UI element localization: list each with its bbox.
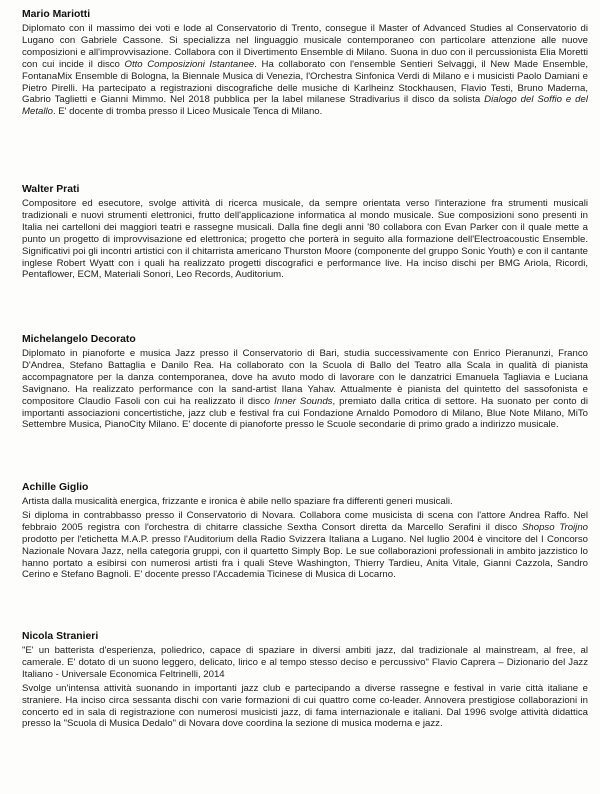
- text-run: Compositore ed esecutore, svolge attività di ricerca musicale, da sempre orientata verso l'interazione fra strumenti musicali tradizionali e nuovi strumenti elettronici, frutto dell'applicazione informatica al mondo musicale. Sue composizioni sono presenti in Italia nei cartelloni dei maggiori teatri e rassegne musicali. Dalla fine degli anni '80 collabora con Evan Parker con il quale mette a punto un progetto di improvvisazione ed elettronica; progetto che porterà in seguito alla formazione dell'Electroacoustic Ensemble. Significativi poi gli incontri artistici con il chitarrista americano Thurston Moore (componente del gruppo Sonic Youth) e con il cantante inglese Robert Wyatt con i quali ha realizzato progetti discografici e performance live. Ha inciso dischi per BMG Ariola, Ricordi, Pentaflower, ECM, Materiali Sonori, Leo Records, Auditorium.: [22, 198, 588, 281]
- italic-title: Inner Sounds: [274, 395, 333, 407]
- bio-name: Walter Prati: [22, 184, 80, 195]
- bio-body: [22, 198, 588, 281]
- bio-paragraph: [22, 348, 588, 431]
- bio-body: [22, 348, 588, 431]
- bio-michelangelo-decorato: [22, 333, 588, 431]
- text-run: prodotto per l'etichetta M.A.P. presso l'Auditorium della Radio Svizzera Italiana a Lugano. Nel luglio 2004 è vincitore del I Concorso Nazionale Novara Jazz, nella categoria gruppi, con il quartetto Simply Bop. Le sue collaborazioni professionali in ambito jazzistico lo hanno portato a esibirsi con numerosi artisti fra i quali Steve Washington, Thierry Tardieu, Anita Vitale, Gianni Cazzola, Sandro Cerino e Stefano Bagnoli. E' docente presso l'Accademia Ticinese di Musica di Locarno.: [22, 533, 588, 581]
- text-run: Artista dalla musicalità energica, frizzante e ironica è abile nello spaziare fra differenti generi musicali.: [22, 496, 453, 507]
- bio-paragraph: [22, 198, 588, 281]
- text-run: . E' docente di tromba presso il Liceo Musicale Tenca di Milano.: [52, 106, 323, 118]
- italic-title: Otto Composizioni Istantanee: [124, 58, 255, 70]
- bio-name: Achille Giglio: [22, 482, 89, 493]
- bio-paragraph: [22, 510, 588, 581]
- bio-body: [22, 496, 588, 581]
- bio-body: [22, 23, 588, 118]
- italic-title: Dialogo del Soffio e del Metallo: [22, 94, 588, 118]
- bio-paragraph: [22, 23, 588, 118]
- text-run: "E' un batterista d'esperienza, poliedrico, capace di spaziare in diversi ambiti jazz, dal tradizionale al mainstream, al free, al camerale. E' dotato di un suono leggero, delicato, lirico e al tempo stesso deciso e percussivo" Flavio Caprera – Dizionario del Jazz Italiano - Universale Economica Feltrinelli, 2014: [22, 645, 588, 680]
- bio-name: Michelangelo Decorato: [22, 334, 136, 345]
- bio-achille-giglio: [22, 481, 588, 581]
- text-run: Svolge un'intensa attività suonando in importanti jazz club e partecipando a diverse rassegne e festival in varie città italiane e straniere. Ha inciso circa sessanta dischi con varie formazioni di cui quattro come co-leader. Annovera prestigiose collaborazioni in concerto ed in sala di registrazione con numerosi musicisti jazz, di fama internazionale e italiani. Dal 1996 svolge attività didattica presso la "Scuola di Musica Dedalo" di Novara dove coordina la sezione di musica moderna e jazz.: [22, 682, 588, 730]
- bio-name: Nicola Stranieri: [22, 631, 99, 642]
- italic-title: Shopso Troijno: [522, 521, 588, 533]
- text-run: , premiato dalla critica di settore. Ha suonato per conto di importanti associazioni concertistiche, jazz club e festival fra cui Fondazione Arnaldo Pomodoro di Milano, Blue Note Milano, MiTo Settembre Musica, PianoCity Milano. E' docente di pianoforte presso le Scuole secondarie di primo grado a indirizzo musicale.: [22, 395, 588, 431]
- text-run: Diplomato in pianoforte e musica Jazz presso il Conservatorio di Bari, studia successivamente con Enrico Pieranunzi, Franco D'Andrea, Stefano Battaglia e Danilo Rea. Ha collaborato con la Scuola di Ballo del Teatro alla Scala in qualità di pianista accompagnatore per la danza contemporanea, dove ha avuto modo di lavorare con le danzatrici Emanuela Tagliavia e Luciana Savignano. Ha realizzato performance con la sand-artist Ilana Yahav. Attualmente è pianista del quintetto del sassofonista e compositore Claudio Fasoli con cui ha realizzato il disco: [22, 348, 588, 407]
- text-run: . Ha collaborato con l'ensemble Sentieri Selvaggi, il New Made Ensemble, FontanaMix Ensemble di Bologna, la Biennale Musica di Venezia, l'Orchestra Sinfonica Verdi di Milano e i musicisti Paolo Damiani e Pietro Pirelli. Ha partecipato a registrazioni discografiche delle musiche di Karlheinz Stockhausen, Flavio Testi, Bruno Maderna, Gabrio Taglietti e Gianni Mimmo. Nel 2018 pubblica per la label milanese Stradivarius il disco da solista: [22, 58, 588, 106]
- bio-mario-mariotti: [22, 8, 588, 118]
- bio-body: [22, 645, 588, 730]
- bio-name: Mario Mariotti: [22, 9, 91, 20]
- bio-nicola-stranieri: [22, 630, 588, 730]
- text-run: Si diploma in contrabbasso presso il Conservatorio di Novara. Collabora come musicista di scena con l'attore Andrea Raffo. Nel febbraio 2005 registra con l'orchestra di chitarre classiche Sextha Consort diretta da Marcello Serafini il disco: [22, 509, 588, 533]
- bio-paragraph: [22, 645, 588, 681]
- bio-paragraph: [22, 496, 588, 508]
- bio-paragraph: [22, 683, 588, 731]
- bio-walter-prati: [22, 183, 588, 281]
- text-run: Diplomato con il massimo dei voti e lode al Conservatorio di Trento, consegue il Master of Advanced Studies al Conservatorio di Lugano con Gabriele Cassone. Si specializza nel linguaggio musicale contemporaneo con particolare attenzione alle nuove composizioni e all'improvvisazione. Collabora con il Divertimento Ensemble di Milano. Suona in duo con il percussionista Elia Moretti con cui incide il disco: [22, 23, 588, 70]
